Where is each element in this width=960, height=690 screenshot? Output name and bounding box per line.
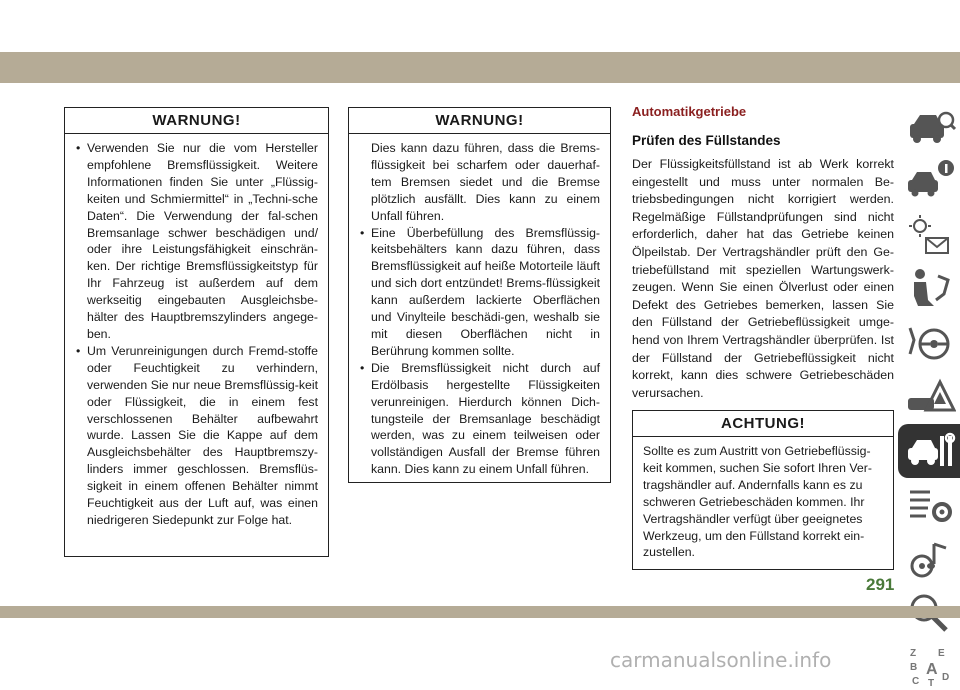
car-service-tools-icon: [904, 428, 956, 474]
letter-t: T: [928, 678, 935, 689]
steering-wheel-icon: [904, 320, 956, 366]
warning-item: • Eine Überbefüllung des Bremsflüssig-keitsbehälters kann dazu führen, dass Bremsflüssigkeit auf heiße Motorteile läuft und sich dort entzündet! Brems-flüssigkeit kann außerdem lackierte Oberflächen und Vinylteile beschädi-gen, weshalb sie mit diesen Oberflächen nicht in Berührung kommen sollte.: [359, 225, 600, 360]
section-heading: Automatikgetriebe: [632, 104, 747, 119]
header-band: [0, 52, 960, 83]
section-paragraph: Der Flüssigkeitsfüllstand ist ab Werk korrekt eingestellt und muss unter normalen Be-triebsbedingungen nicht korrigiert werden. Regelmäßige Füllstandprüfungen sind nicht erforderlich, daher hat das Getriebe keinen Ölpeilstab. Der Vertragshändler prüft den Ge-triebefüllstand mit speziellen Wartungswerk-zeugen. Wenn Sie einen Ölverlust oder einen Defekt des Getriebes bemerken, lassen Sie den Füllstand der Getriebeflüssigkeit umge-hend von Ihrem Vertragshändler überprüfen. Ist der Füllstand der Getriebeflüssigkeit nicht korrekt, kann dies schwere Getriebeschäden verursachen.: [632, 157, 894, 400]
airbag-seat-icon: [904, 266, 956, 312]
tab-language[interactable]: [898, 640, 960, 690]
warning-body: [349, 134, 610, 486]
tab-warning-lights[interactable]: [898, 208, 960, 262]
tab-car-info[interactable]: [898, 100, 960, 154]
warning-box-brake-fluid-continued: [348, 107, 611, 483]
music-media-icon: [904, 536, 956, 582]
caution-title: ACHTUNG!: [633, 411, 893, 437]
letter-d: D: [942, 672, 950, 683]
car-info-icon: [904, 104, 956, 150]
letter-e: E: [938, 648, 945, 659]
warning-continuation: Dies kann dazu führen, dass die Brems-flüssigkeit bei scharfem oder dauerhaf-tem Bremsen siedet und die Bremse plötzlich ausfällt. Dies kann zu einem Unfall führen.: [371, 141, 600, 223]
section-subheading: Prüfen des Füllstandes: [632, 133, 781, 148]
letter-a: A: [926, 661, 938, 678]
tab-safety[interactable]: [898, 262, 960, 316]
footer-band: [0, 606, 960, 618]
warning-body: [65, 134, 328, 537]
checklist-gear-icon: [904, 482, 956, 528]
warning-item: • Die Bremsflüssigkeit nicht durch auf Erdölbasis hergestellte Flüssigkeiten verunreinigen. Hierdurch können Dich-tungsteile der Bremsanlage beschädigt werden, was zu einem teilweisen oder vollständigen Ausfall der Bremse führen kann. Dies kann zu einem Unfall führen.: [359, 360, 600, 478]
car-info-document-icon: [904, 158, 956, 204]
caution-text: Sollte es zum Austritt von Getriebeflüssig-keit kommen, suchen Sie sofort Ihren Ver-tragshändler auf. Andernfalls kann es zu schweren Getriebeschäden kommen. Ihr Vertragshändler verfügt über geeignetes Werkzeug, um den Füllstand korrekt ein-zustellen.: [643, 444, 872, 560]
warning-item: • Verwenden Sie nur die vom Hersteller empfohlene Bremsflüssigkeit. Weitere Informationen finden Sie unter „Flüssig-keiten und Schmiermittel“ in „Techni-sche Daten“. Die Verwendung der fal-schen Bremsanlage schwer beschädigen und/ oder ihre Leistungsfähigkeit einschrän-ken. Der richtige Bremsflüssigkeitstyp für Ihr Fahrzeug ist außerdem auf dem werkseitig eingebauten Ausgleichsbe-hälter des Hauptbremszylinders angege-ben.: [75, 140, 318, 343]
tab-emergencies[interactable]: [898, 370, 960, 424]
caution-box: [632, 410, 894, 570]
tab-technical-specs[interactable]: [898, 478, 960, 532]
tab-car-documents[interactable]: [898, 154, 960, 208]
tab-servicing-maintenance[interactable]: [898, 424, 960, 478]
letter-c: C: [912, 676, 920, 687]
warning-item: • Um Verunreinigungen durch Fremd-stoffe oder Feuchtigkeit zu verhindern, verwenden Sie nur neue Bremsflüssig-keit oder Flüssigkeit, die in einem fest verschlossenen Behälter aufbewahrt wurde. Lassen Sie die Kappe auf dem Ausgleichsbehälter des Hauptbremszy-linders immer geschlossen. Bremsflüs-sigkeit in einem offenen Behälter nimmt Feuchtigkeit aus der Luft auf, was einen niedrigeren Siedepunkt zur Folge hat.: [75, 343, 318, 529]
tab-multimedia[interactable]: [898, 532, 960, 586]
caution-body: [633, 437, 893, 569]
language-letters-icon: [904, 644, 956, 690]
warning-title: WARNUNG!: [65, 108, 328, 134]
warning-title: WARNUNG!: [349, 108, 610, 134]
warning-box-brake-fluid: [64, 107, 329, 557]
transmission-section: [632, 104, 894, 402]
top-margin: [0, 0, 960, 52]
letter-z: Z: [910, 648, 917, 659]
warning-lights-icon: [904, 212, 956, 258]
letter-b: B: [910, 662, 918, 673]
watermark: carmanualsonline.info: [610, 648, 832, 672]
page-number: 291: [866, 575, 895, 594]
hazard-triangle-icon: [904, 374, 956, 420]
tab-starting-driving[interactable]: [898, 316, 960, 370]
